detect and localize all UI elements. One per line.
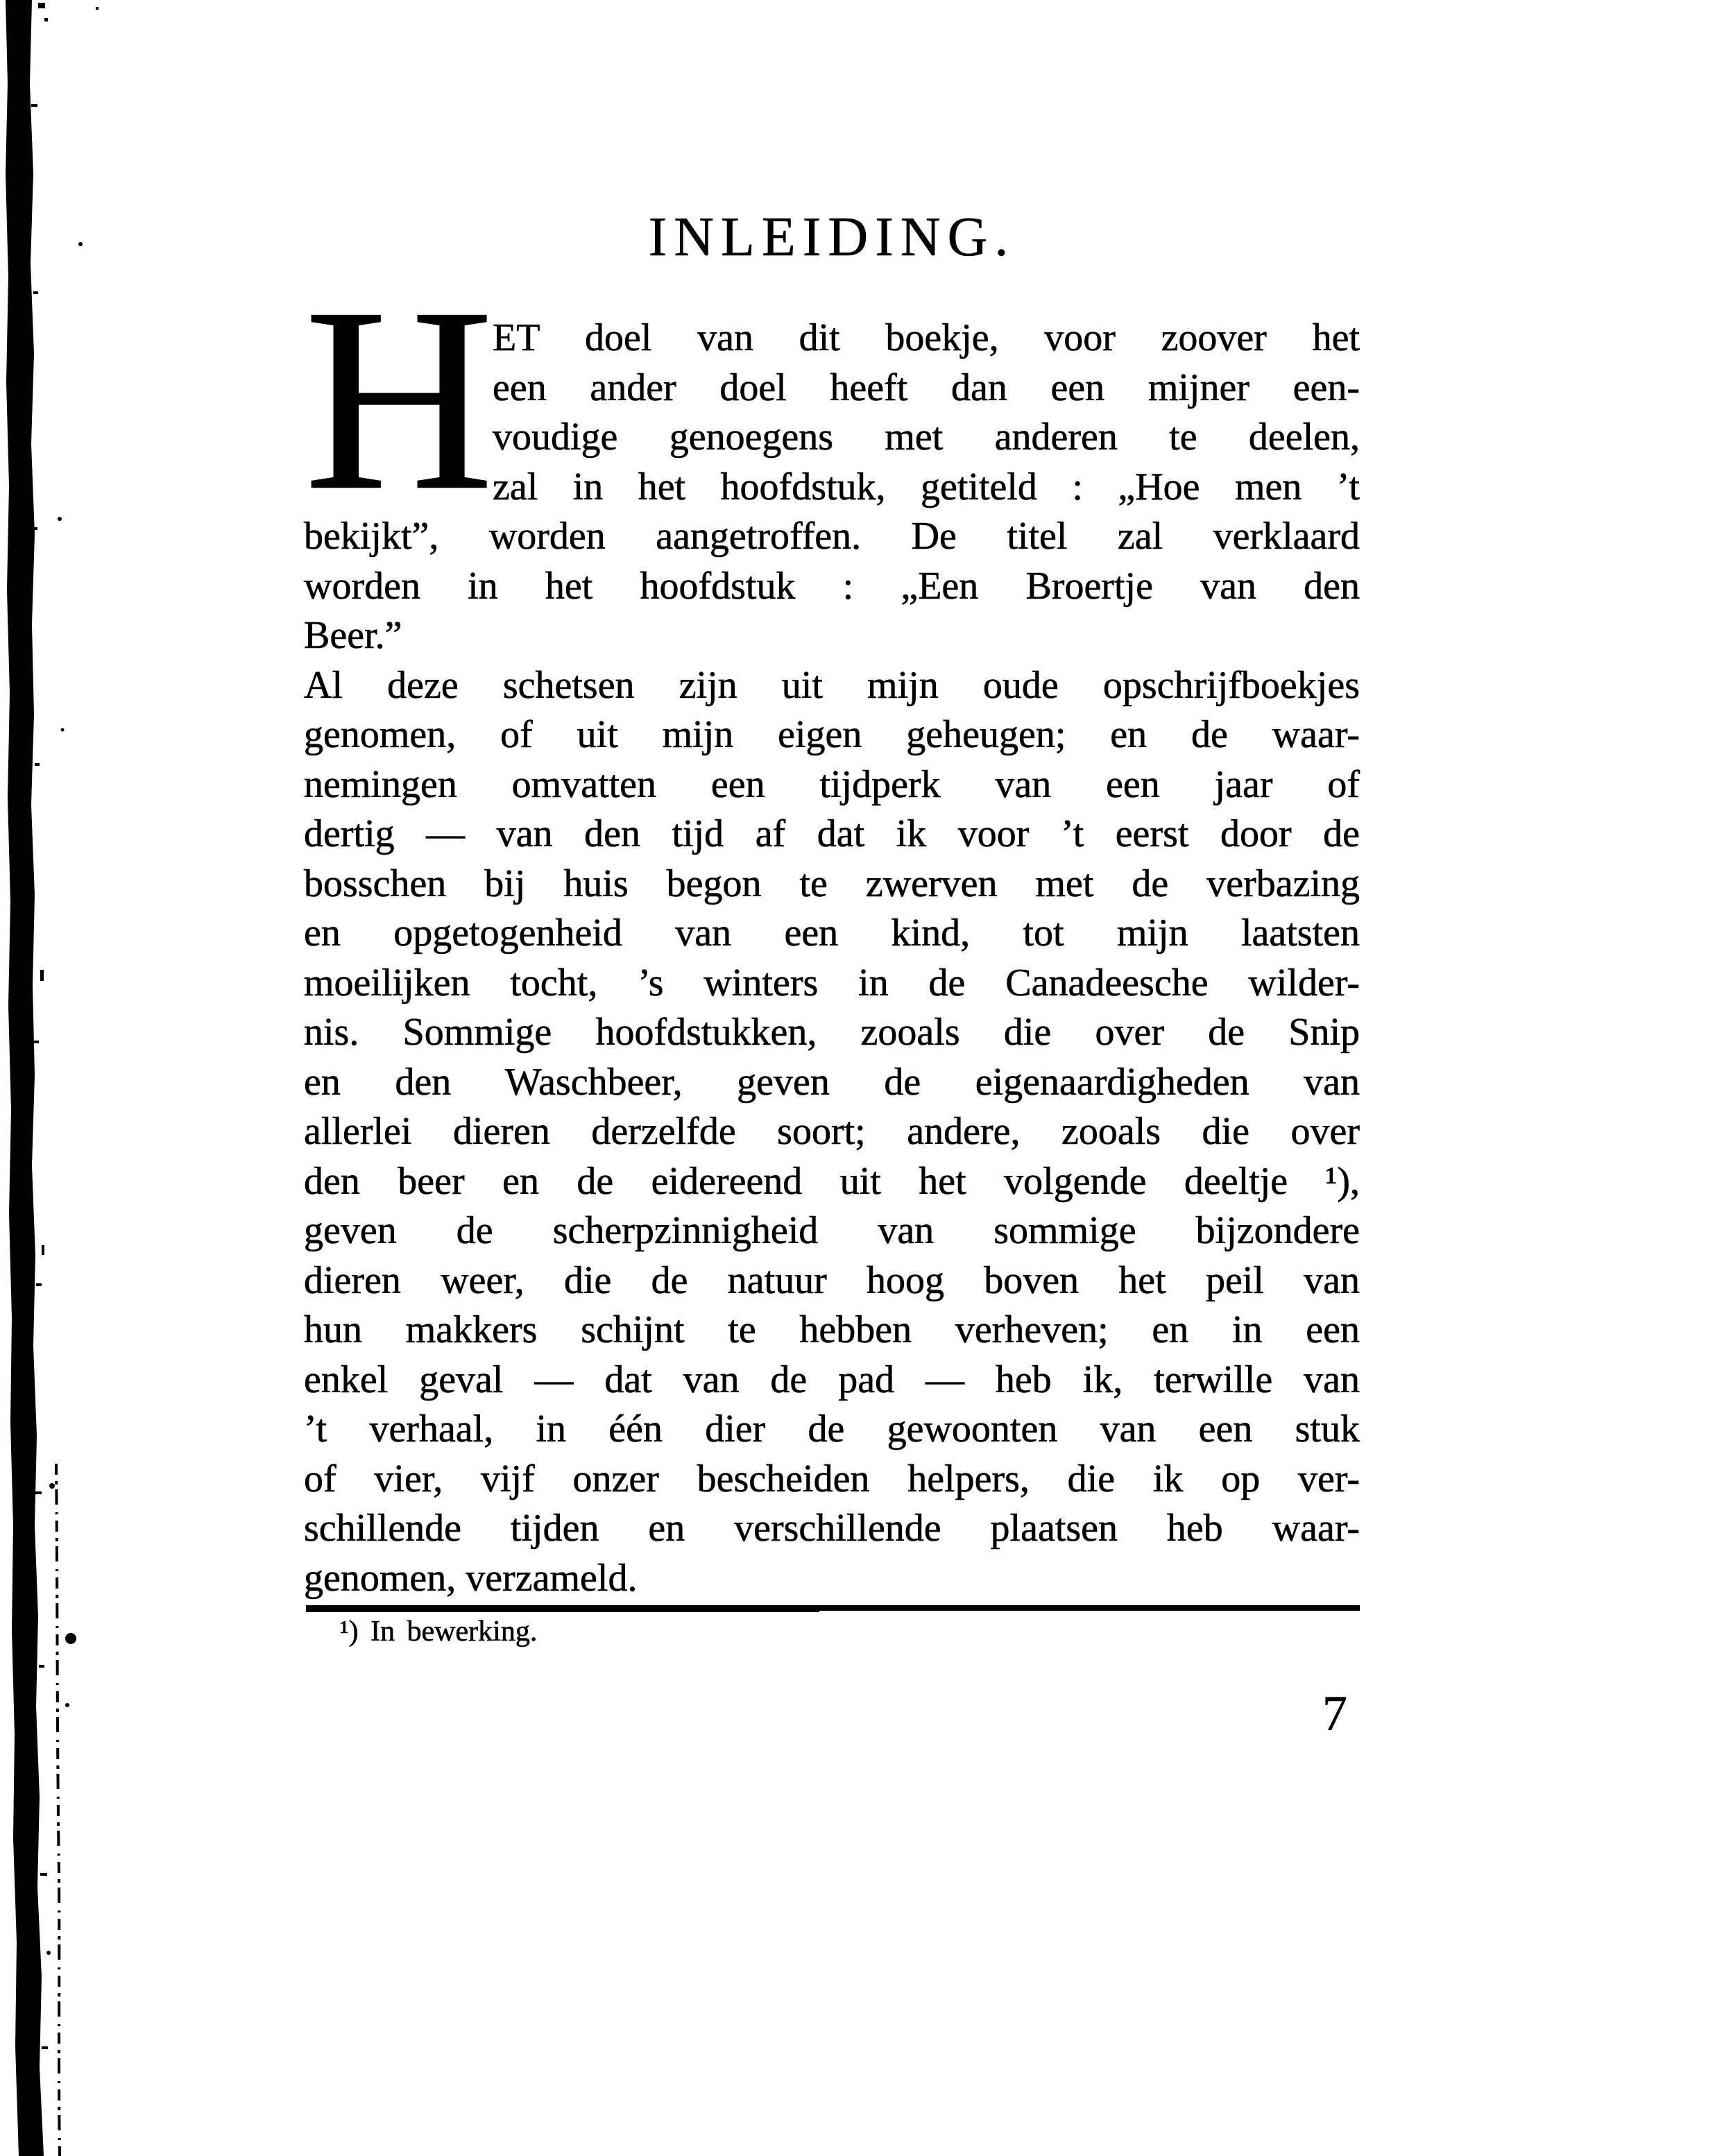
text-line: genomen, verzameld. [304,1556,638,1600]
text-line: den beer en de eidereend uit het volgende deeltje ¹), [304,1159,1360,1203]
text-line: allerlei dieren derzelfde soort; andere, zooals die over [304,1110,1360,1153]
text-line: geven de scherpzinnigheid van sommige bijzondere [304,1209,1360,1252]
text-line: nis. Sommige hoofdstukken, zooals die over de Snip [304,1011,1360,1054]
text-line: Al deze schetsen zijn uit mijn oude opschrijfboekjes [304,663,1360,707]
text-line: genomen, of uit mijn eigen geheugen; en de waar- [304,713,1360,756]
text-line: dieren weer, die de natuur hoog boven het peil van [304,1258,1360,1302]
text-line: bekijkt”, worden aangetroffen. De titel zal verklaard [304,515,1360,558]
footnote-rule [306,1605,1360,1611]
text-line: hun makkers schijnt te hebben verheven; en in een [304,1308,1360,1351]
footnote: ¹) In bewerking. [340,1616,538,1648]
body-text [304,253,1360,1603]
text-line: enkel geval — dat van de pad — heb ik, terwille van [304,1358,1360,1401]
paragraph-1 [304,253,1360,661]
text-line: ET doel van dit boekje, voor zoover het [493,316,1360,359]
text-line: dertig — van den tijd af dat ik voor ’t eerst door de [304,812,1360,855]
paragraph-2 [304,661,1360,1604]
text-column [304,0,1360,2156]
text-line: Beer.” [304,614,402,657]
text-line: zal in het hoofdstuk, getiteld : „Hoe men ’t [493,465,1360,508]
text-line: of vier, vijf onzer bescheiden helpers, die ik op ver- [304,1457,1360,1500]
text-line: worden in het hoofdstuk : „Een Broertje van den [304,564,1360,608]
text-line: nemingen omvatten een tijdperk van een jaar of [304,762,1360,806]
page-number: 7 [1322,1686,1347,1741]
text-line: en den Waschbeer, geven de eigenaardigheden van [304,1060,1360,1104]
text-line: voudige genoegens met anderen te deelen, [493,416,1360,459]
text-line: schillende tijden en verschillende plaatsen heb waar- [304,1507,1360,1550]
chapter-title: INLEIDING. [648,207,1016,268]
text-line: en opgetogenheid van een kind, tot mijn laatsten [304,912,1360,955]
text-line: moeilijken tocht, ’s winters in de Canadeesche wilder- [304,961,1360,1004]
text-line: een ander doel heeft dan een mijner een- [493,366,1360,409]
drop-cap: H [304,253,495,545]
text-line: ’t verhaal, in één dier de gewoonten van een stuk [304,1408,1360,1451]
scan-gutter-artifact [0,0,104,2156]
text-line: bosschen bij huis begon te zwerven met de verbazing [304,862,1360,905]
